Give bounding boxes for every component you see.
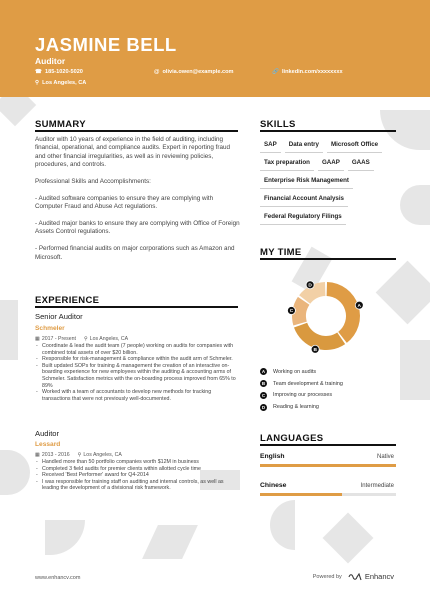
my-time-divider [260, 258, 396, 260]
enhancv-logo-icon [348, 573, 362, 581]
decorative-shape [400, 185, 430, 225]
experience-divider [35, 306, 238, 308]
linkedin-contact[interactable] [272, 69, 343, 75]
legend-label: Team development & training [273, 380, 343, 387]
languages-divider [260, 444, 396, 446]
decorative-shape [142, 525, 198, 559]
legend-item [260, 378, 343, 390]
legend-label: Working on audits [273, 368, 317, 375]
language-bar [260, 493, 396, 496]
donut-marker-label: B [313, 347, 317, 353]
summary-heading: SUMMARY [35, 119, 86, 130]
language-level: Intermediate [360, 483, 394, 489]
donut-slice-a [327, 282, 360, 343]
skills-heading: SKILLS [260, 119, 296, 130]
calendar-icon: ▦ [35, 452, 40, 458]
brand-name: Enhancv [364, 572, 394, 581]
language-bar [260, 464, 396, 467]
link-icon: 🔗 [272, 69, 279, 75]
job-dates: 2013 - 2016 [41, 452, 70, 458]
my-time-donut-chart [278, 268, 374, 364]
location-text: Los Angeles, CA [42, 80, 87, 86]
donut-marker-label: C [289, 309, 294, 315]
language-level: Native [376, 454, 394, 460]
legend-item [260, 366, 343, 378]
job-location: Los Angeles, CA [83, 452, 122, 458]
location-pin-icon: ⚲ [77, 452, 82, 458]
legend-key: D [261, 404, 266, 410]
legend-key: B [261, 381, 266, 387]
skill-tag: Financial Account Analysis [260, 192, 348, 207]
legend-label: Reading & learning [273, 404, 319, 411]
job-bullet: - Received 'Best Performer' award for Q4-2014 [35, 472, 240, 479]
my-time-legend [260, 366, 343, 413]
decorative-shape [400, 340, 430, 400]
candidate-role: Auditor [35, 56, 66, 66]
linkedin-text[interactable]: linkedin.com/xxxxxxxx [281, 69, 343, 75]
job-bullet: - I was responsible for training staff on auditing and internal controls, as well as leading the development of a divisional risk framework. [35, 479, 240, 492]
job-company: Lessard [35, 441, 61, 448]
location-pin-icon: ⚲ [35, 80, 40, 86]
location-contact [35, 80, 86, 86]
legend-item [260, 401, 343, 413]
language-bar-fill [260, 464, 396, 467]
decorative-shape [0, 450, 30, 495]
legend-key: A [261, 369, 266, 375]
skill-tag: GAAP [318, 156, 344, 171]
job-dates: 2017 - Present [41, 336, 76, 342]
skill-tag: SAP [260, 138, 281, 153]
email-text[interactable]: olivia.owen@example.com [162, 69, 234, 75]
skill-tag: Federal Regulatory Filings [260, 210, 346, 225]
decorative-shape [0, 300, 18, 360]
candidate-name: JASMINE BELL [35, 34, 177, 55]
summary-paragraph: Professional Skills and Accomplishments: [35, 178, 151, 186]
legend-item [260, 390, 343, 402]
skills-list [260, 138, 400, 228]
skill-tag: Microsoft Office [327, 138, 382, 153]
job-bullets [35, 459, 240, 492]
language-bar-fill [260, 493, 342, 496]
skill-tag: Enterprise Risk Management [260, 174, 353, 189]
phone-contact [35, 69, 83, 75]
footer-website[interactable]: www.enhancv.com [35, 575, 81, 581]
header-banner [0, 0, 430, 97]
job-bullets [35, 343, 240, 402]
job-meta [35, 336, 128, 342]
donut-marker-label: A [357, 303, 362, 309]
job-bullet: - Handled more than 50 portfolio companies worth $12M in business [35, 459, 240, 466]
legend-key: C [261, 392, 266, 398]
brand-logo[interactable] [348, 572, 394, 581]
language-name: English [260, 453, 285, 460]
at-icon: @ [154, 69, 160, 75]
experience-heading: EXPERIENCE [35, 295, 100, 306]
donut-marker-label: D [308, 283, 312, 289]
job-meta [35, 452, 122, 458]
donut-slice-b [294, 323, 345, 350]
decorative-shape [323, 513, 374, 564]
languages-heading: LANGUAGES [260, 433, 324, 444]
phone-icon: ☎ [35, 69, 42, 75]
skill-tag: Tax preparation [260, 156, 314, 171]
decorative-shape [270, 500, 295, 550]
email-contact[interactable] [154, 69, 234, 75]
summary-divider [35, 130, 238, 132]
job-bullet: - Completed 3 field audits for premier clients within allotted cycle time [35, 466, 240, 473]
legend-label: Improving our processes [273, 392, 333, 399]
job-company: Schmeler [35, 325, 65, 332]
summary-paragraph: - Performed financial audits on major corporations such as Amazon and Microsoft. [35, 245, 235, 261]
summary-paragraph: - Audited software companies to ensure they are complying with Computer Fraud and Abuse Act regulations. [35, 194, 214, 211]
skill-tag: Data entry [285, 138, 323, 153]
phone-text: 185-1020-5020 [44, 69, 83, 75]
my-time-heading: MY TIME [260, 247, 302, 258]
summary-text [35, 136, 240, 270]
summary-paragraph: Auditor with 10 years of experience in the field of auditing, including financial, operational, and compliance audits. Expert in reporting fraud and other financial irregularities, as well as in reviewing policies, procedures, and controls. [35, 136, 230, 169]
footer-branding [313, 572, 394, 581]
summary-paragraph: - Audited major banks to ensure they are complying with Office of Foreign Assets Control regulations. [35, 220, 240, 236]
job-bullet: - Responsible for risk-management & compliance within the audit arm of Schmeler. [35, 356, 240, 363]
skill-tag: GAAS [348, 156, 374, 171]
job-bullet: - Coordinate & lead the audit team (7 people) working on audits for companies with combined total assets of over $20 billion. [35, 343, 240, 356]
language-name: Chinese [260, 482, 287, 489]
job-title: Senior Auditor [35, 312, 83, 321]
calendar-icon: ▦ [35, 336, 40, 342]
decorative-shape [45, 520, 85, 555]
location-pin-icon: ⚲ [83, 336, 88, 342]
job-title: Auditor [35, 429, 60, 438]
decorative-shape [376, 261, 430, 325]
skills-divider [260, 130, 396, 132]
job-bullet: - Worked with a team of accountants to develop new methods for tracking transactions that were not previously well-documented. [35, 389, 240, 402]
job-location: Los Angeles, CA [89, 336, 129, 342]
job-bullet: - Built updated SOPs for training & management the creation of an interactive on-boarding experience for new employees within the auditing & accounting arms of Schmeler. Satisfaction metrics with the on-boarding process improved from 65% to 89% [35, 363, 240, 389]
powered-by-text: Powered by [312, 573, 342, 580]
